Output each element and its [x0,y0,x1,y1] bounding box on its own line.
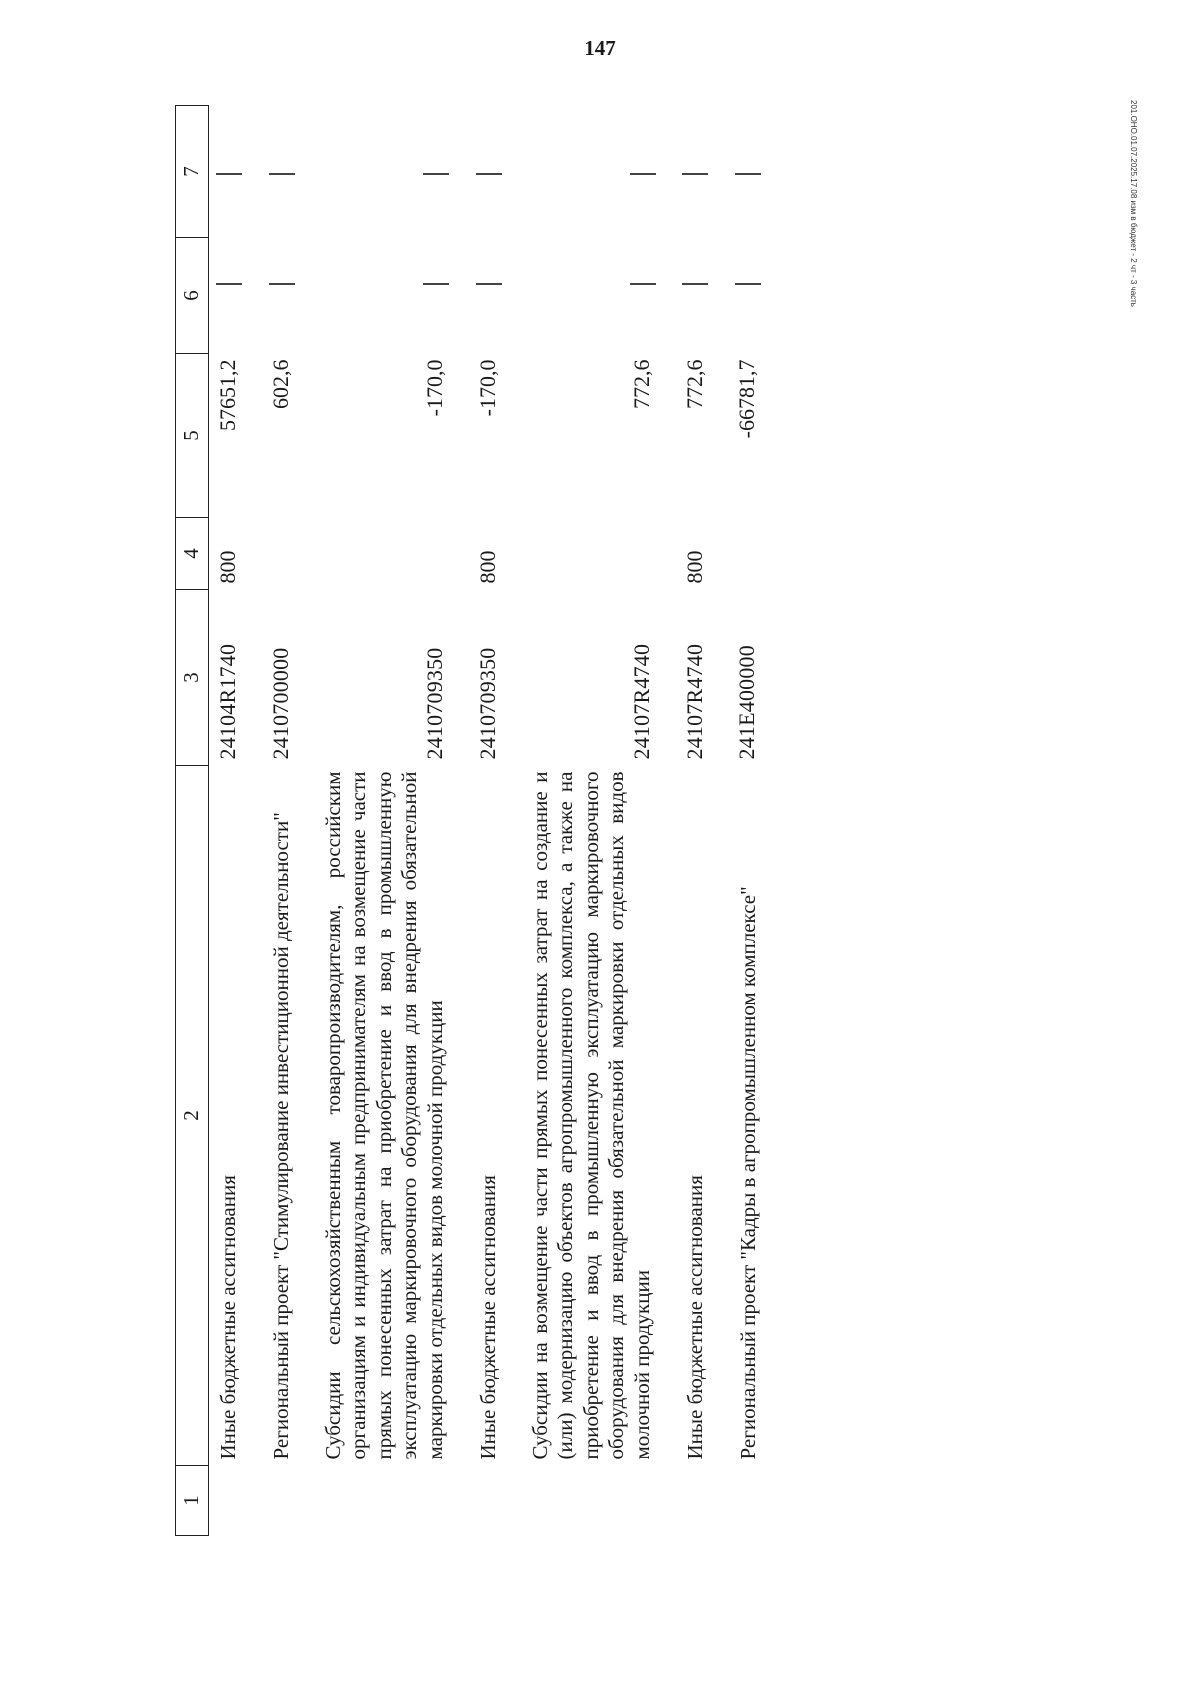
dash-mark [216,174,242,176]
row-code: 24107R4740 [628,643,654,760]
row-kind: 800 [215,550,240,584]
row-amount: 57651,2 [215,359,240,431]
row-amount: 772,6 [628,359,654,409]
page-number: 147 [584,36,616,60]
row-number-cell [295,1466,449,1536]
dash-mark [423,284,449,286]
dash-mark [423,174,449,176]
header-col-7: 7 [176,106,209,238]
header-col-1: 1 [176,1466,209,1536]
dash-mark [269,174,295,176]
dash-mark [269,284,295,286]
row-col6-dash [656,238,709,354]
row-kind [502,518,656,590]
header-col-5: 5 [176,354,209,518]
row-amount: -66781,7 [734,359,760,439]
dash-mark [476,174,502,176]
row-code: 241E400000 [734,645,760,760]
row-number-cell [449,1466,502,1536]
row-code: 2410700000 [267,647,293,760]
table-header [176,106,209,1536]
row-col6-dash [449,238,502,354]
row-name: Иные бюджетные ассигнования [682,1175,707,1460]
row-code: 2410709350 [474,647,500,760]
header-col-3: 3 [176,590,209,766]
budget-table [175,105,761,1536]
header-col-6: 6 [176,238,209,354]
table-body [209,106,762,1536]
table-row [656,106,709,1536]
row-amount: 602,6 [267,359,293,409]
header-row [176,106,209,1536]
row-number-cell [209,1466,242,1536]
rotated-budget-table-container [175,106,1055,1536]
table-row [708,106,761,1536]
dash-mark [735,174,761,176]
row-kind: 800 [474,550,500,584]
row-name: Субсидии сельскохозяйственным товаропроизводителям, российским организациям и индивидуальным предпринимателям на возмещение части прямых понесенных затрат на приобретение и ввод в промышленную эксплуатацию маркировочного оборудования для внедрения обязательной маркировки отдельных видов молочной продукции [320,771,448,1460]
row-kind [708,518,761,590]
row-col7-dash [242,106,295,238]
row-amount: -170,0 [421,359,447,417]
header-col-2: 2 [176,766,209,1466]
header-col-4: 4 [176,518,209,590]
row-col7-dash [449,106,502,238]
dash-mark [216,284,242,286]
row-col7-dash [209,106,242,238]
dash-mark [682,284,708,286]
table-row [242,106,295,1536]
row-amount: 772,6 [681,359,707,409]
row-col6-dash [708,238,761,354]
dash-mark [630,174,656,176]
row-name: Субсидии на возмещение части прямых понесенных затрат на создание и (или) модернизацию объектов агропромышленного комплекса, а также на приобретение и ввод в промышленную эксплуатацию маркировочного оборудования для внедрения обязательной маркировки отдельных видов молочной продукции [527,771,654,1460]
row-col7-dash [295,106,449,238]
row-code: 2410709350 [421,647,447,760]
row-number-cell [502,1466,656,1536]
row-col6-dash [209,238,242,354]
row-name: Иные бюджетные ассигнования [216,1175,241,1460]
row-amount: -170,0 [474,359,500,417]
row-kind [242,518,295,590]
row-name: Региональный проект "Стимулирование инвестиционной деятельности" [269,812,294,1460]
table-row [502,106,656,1536]
row-col7-dash [708,106,761,238]
dash-mark [476,284,502,286]
dash-mark [682,174,708,176]
row-col6-dash [242,238,295,354]
row-kind [295,518,449,590]
table-row [449,106,502,1536]
row-number-cell [242,1466,295,1536]
row-code: 24104R1740 [215,643,240,760]
row-number-cell [656,1466,709,1536]
dash-mark [630,284,656,286]
row-name: Региональный проект "Кадры в агропромышленном комплексе" [735,886,760,1460]
dash-mark [735,284,761,286]
row-number-cell [708,1466,761,1536]
row-col7-dash [502,106,656,238]
row-kind: 800 [681,550,707,584]
row-code: 24107R4740 [681,643,707,760]
row-col6-dash [295,238,449,354]
row-col7-dash [656,106,709,238]
row-name: Иные бюджетные ассигнования [475,1175,500,1460]
table-row [295,106,449,1536]
table-row [209,106,242,1536]
footer-stamp: 201.ОНО.01.07.2025.17.08 изм в бюджет - 2 чт - 3 часть [1129,100,1138,307]
row-col6-dash [502,238,656,354]
